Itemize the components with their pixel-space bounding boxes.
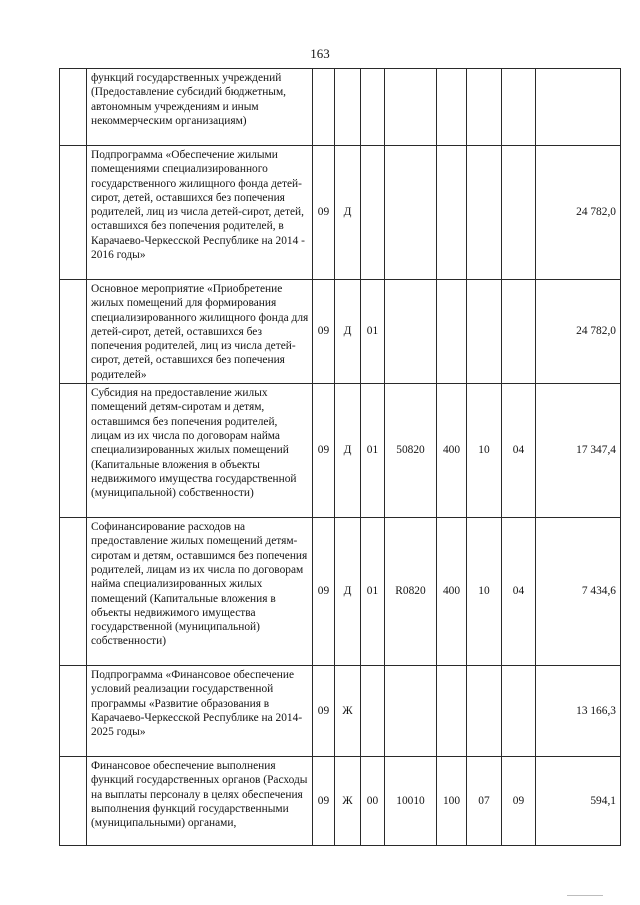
subsection-code: 04 (502, 384, 536, 518)
section-code (467, 280, 502, 384)
row-number (60, 518, 87, 666)
measure-code (361, 146, 385, 280)
subsection-code: 04 (502, 518, 536, 666)
subprogram-code: Д (335, 146, 361, 280)
table-row (60, 384, 621, 518)
measure-code (361, 666, 385, 757)
row-number (60, 384, 87, 518)
row-number (60, 757, 87, 846)
direction-code: 50820 (385, 384, 437, 518)
direction-code: 10010 (385, 757, 437, 846)
expense-type-code (437, 666, 467, 757)
section-code: 10 (467, 518, 502, 666)
section-code: 07 (467, 757, 502, 846)
subsection-code (502, 666, 536, 757)
measure-code: 01 (361, 384, 385, 518)
amount: 24 782,0 (536, 146, 621, 280)
table-row (60, 69, 621, 146)
table-row (60, 280, 621, 384)
table-row (60, 666, 621, 757)
amount: 17 347,4 (536, 384, 621, 518)
row-number (60, 280, 87, 384)
direction-code: R0820 (385, 518, 437, 666)
measure-code: 01 (361, 280, 385, 384)
expense-type-code (437, 69, 467, 146)
row-description: Подпрограмма «Обеспечение жилыми помещениями специализированного государственного жилищного фонда детей-сирот, детей, оставшихся без попечения родителей, лиц из числа детей-сирот, детей, оставшихся без попечения родителей, в Карачаево-Черкесской Республике на 2014 - 2016 годы» (87, 146, 313, 280)
amount: 13 166,3 (536, 666, 621, 757)
section-code (467, 69, 502, 146)
measure-code: 00 (361, 757, 385, 846)
row-description: Субсидия на предоставление жилых помещений детям-сиротам и детям, оставшимся без попечения родителей, лицам из их числа по договорам найма специализированных жилых помещений (Капитальные вложения в объекты недвижимого имущества государственной (муниципальной) собственности) (87, 384, 313, 518)
row-number (60, 69, 87, 146)
table-row (60, 146, 621, 280)
amount: 24 782,0 (536, 280, 621, 384)
direction-code (385, 146, 437, 280)
expense-type-code: 100 (437, 757, 467, 846)
subsection-code (502, 280, 536, 384)
row-number (60, 146, 87, 280)
measure-code: 01 (361, 518, 385, 666)
program-code: 09 (313, 518, 335, 666)
subprogram-code (335, 69, 361, 146)
subprogram-code: Д (335, 384, 361, 518)
row-description: Основное мероприятие «Приобретение жилых помещений для формирования специализированного жилищного фонда для детей-сирот, детей, оставшихся без попечения родителей, лиц из числа детей-сирот, детей, оставшихся без попечения родителей» (87, 280, 313, 384)
table-row (60, 757, 621, 846)
program-code: 09 (313, 757, 335, 846)
table-row (60, 518, 621, 666)
amount: 7 434,6 (536, 518, 621, 666)
program-code: 09 (313, 666, 335, 757)
direction-code (385, 666, 437, 757)
measure-code (361, 69, 385, 146)
program-code: 09 (313, 384, 335, 518)
amount: 594,1 (536, 757, 621, 846)
subsection-code: 09 (502, 757, 536, 846)
program-code: 09 (313, 146, 335, 280)
row-description: Подпрограмма «Финансовое обеспечение условий реализации государственной программы «Развитие образования в Карачаево-Черкесской Республике на 2014-2025 годы» (87, 666, 313, 757)
direction-code (385, 69, 437, 146)
page-number: 163 (310, 46, 330, 61)
section-code (467, 666, 502, 757)
row-description: Софинансирование расходов на предоставление жилых помещений детям-сиротам и детям, оставшимся без попечения родителей, лицам из их числа по договорам найма специализированных жилых помещений (Капитальные вложения в объекты недвижимого имущества государственной (муниципальной) собственности) (87, 518, 313, 666)
expense-type-code: 400 (437, 518, 467, 666)
row-description: функций государственных учреждений (Предоставление субсидий бюджетным, автономным учреждениям и иным некоммерческим организациям) (87, 69, 313, 146)
expense-type-code (437, 280, 467, 384)
direction-code (385, 280, 437, 384)
section-code (467, 146, 502, 280)
subprogram-code: Ж (335, 666, 361, 757)
budget-table (59, 68, 621, 846)
program-code: 09 (313, 280, 335, 384)
subsection-code (502, 146, 536, 280)
row-description: Финансовое обеспечение выполнения функций государственных органов (Расходы на выплаты персоналу в целях обеспечения выполнения функций государственными (муниципальными) органами, (87, 757, 313, 846)
subsection-code (502, 69, 536, 146)
row-number (60, 666, 87, 757)
scan-artifact-line (567, 895, 603, 896)
amount (536, 69, 621, 146)
expense-type-code (437, 146, 467, 280)
program-code (313, 69, 335, 146)
subprogram-code: Д (335, 518, 361, 666)
subprogram-code: Д (335, 280, 361, 384)
expense-type-code: 400 (437, 384, 467, 518)
subprogram-code: Ж (335, 757, 361, 846)
section-code: 10 (467, 384, 502, 518)
